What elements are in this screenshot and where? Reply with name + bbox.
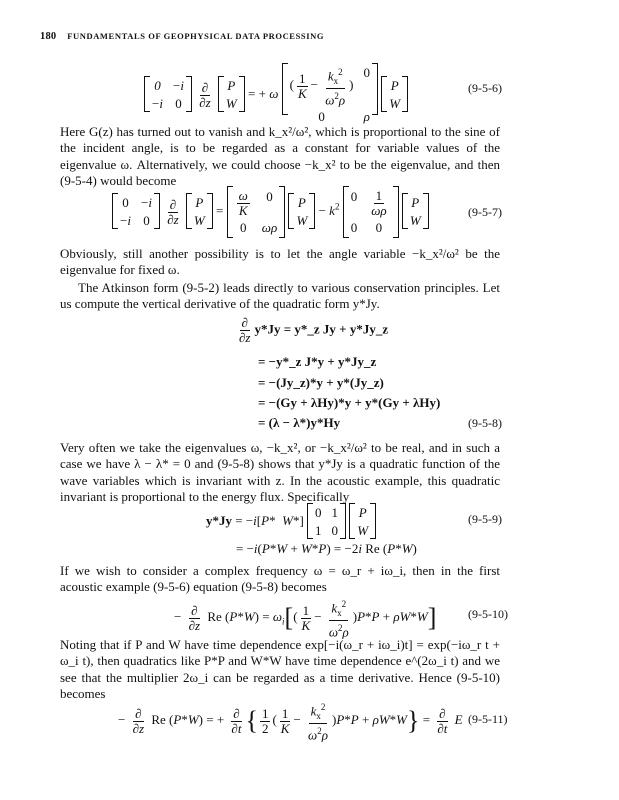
paragraph: Noting that if P and W have time dependence exp[−i(ω_r + iω_i)t] = exp(−iω_r t + ω_i t), then quadratics like P*P and W*W have time dependence e^(2ω_i t) and we see that the multiplier 2ω_i can be regarded as a time derivative. Hence (9-5-10) becomes (60, 637, 500, 702)
equation-number: (9-5-8) (468, 416, 502, 430)
derivation-line-4: = (λ − λ*)y*Hy (258, 415, 341, 430)
equation-number: (9-5-10) (468, 607, 508, 621)
running-title: FUNDAMENTALS OF GEOPHYSICAL DATA PROCESSING (67, 31, 325, 41)
page-number: 180 (40, 31, 57, 42)
equation-number: (9-5-6) (468, 81, 502, 95)
derivation-line-2: = −(Jy_z)*y + y*(Jy_z) (258, 375, 384, 390)
derivation-rhs: = y*_z Jy + y*Jy_z (283, 321, 389, 337)
derivation-line-1: = −y*_z J*y + y*Jy_z (258, 354, 377, 369)
equation-number: (9-5-7) (468, 205, 502, 219)
equation-9-5-9: y*Jy = −i[P* W*] 0 1 1 0 P W (206, 503, 376, 541)
equation-number: (9-5-11) (468, 712, 508, 726)
equation-9-5-11: − $\frac{\partial}{\partial z}$ Re (P*W) = + $\frac{\partial}{\partial t}$ { $\frac{1}{2}$ ( $\frac{1}{K}$ − $\frac{k_x^2}{\omega^2\rho}$ )P*P + ρW*W} = $\frac{\partial}{\partial t}$ E (118, 702, 463, 743)
equation-9-5-6: 0 −i −i 0 $\frac{\partial}{\partial z}$ P W = + ω ( $\frac{1}{K}$ − $\frac{k_x^2}{\omega^2\rho}$ ) 0 0 ρ P W (144, 63, 408, 127)
derivation-line-0: $\frac{\partial}{\partial z}$ y*Jy = y*_z Jy + y*Jy_z (239, 315, 389, 345)
equation-9-5-9-line-2: = −i(P*W + W*P) = −2i Re (P*W) (236, 541, 417, 556)
equation-9-5-7: 0 −i −i 0 $\frac{\partial}{\partial z}$ P W = $\frac{\omega}{K}$ 0 0 ωρ P W − $k^2$ 0 $\frac{1}{\omega\rho}$ 0 0 P W (112, 186, 429, 238)
paragraph: If we wish to consider a complex frequency ω = ω_r + iω_i, then in the first acoustic example (9-5-6) equation (9-5-8) becomes (60, 563, 500, 595)
running-head (40, 31, 324, 42)
paragraph: Obviously, still another possibility is to let the angle variable −k_x²/ω² be the eigenvalue for fixed ω. (60, 246, 500, 278)
derivation-line-3: = −(Gy + λHy)*y + y*(Gy + λHy) (258, 395, 441, 410)
paragraph: The Atkinson form (9-5-2) leads directly to various conservation principles. Let us compute the vertical derivative of the quadratic form y*Jy. (60, 280, 500, 312)
equation-9-5-10: − $\frac{\partial}{\partial z}$ Re $(P*W) = \omega_i$[( $\frac{1}{K}$ − $\frac{k_x^2}{\omega^2\rho}$ )P*P + ρW*W] (174, 599, 437, 640)
paragraph: Very often we take the eigenvalues ω, −k_x², or −k_x²/ω² to be real, and in such a case we have λ − λ* = 0 and (9-5-8) shows that y*Jy is a quadratic function of the wave variables which is invariant with z. In the acoustic example, this quadratic invariant is proportional to the energy flux. Specifically (60, 440, 500, 505)
paragraph: Here G(z) has turned out to vanish and k_x²/ω², which is proportional to the sine of the incident angle, is to be regarded as a constant for variable values of the eigenvalue ω. Alternatively, we could choose −k_x² to be the eigenvalue, and then (9-5-4) would become (60, 124, 500, 189)
equation-number: (9-5-9) (468, 512, 502, 526)
